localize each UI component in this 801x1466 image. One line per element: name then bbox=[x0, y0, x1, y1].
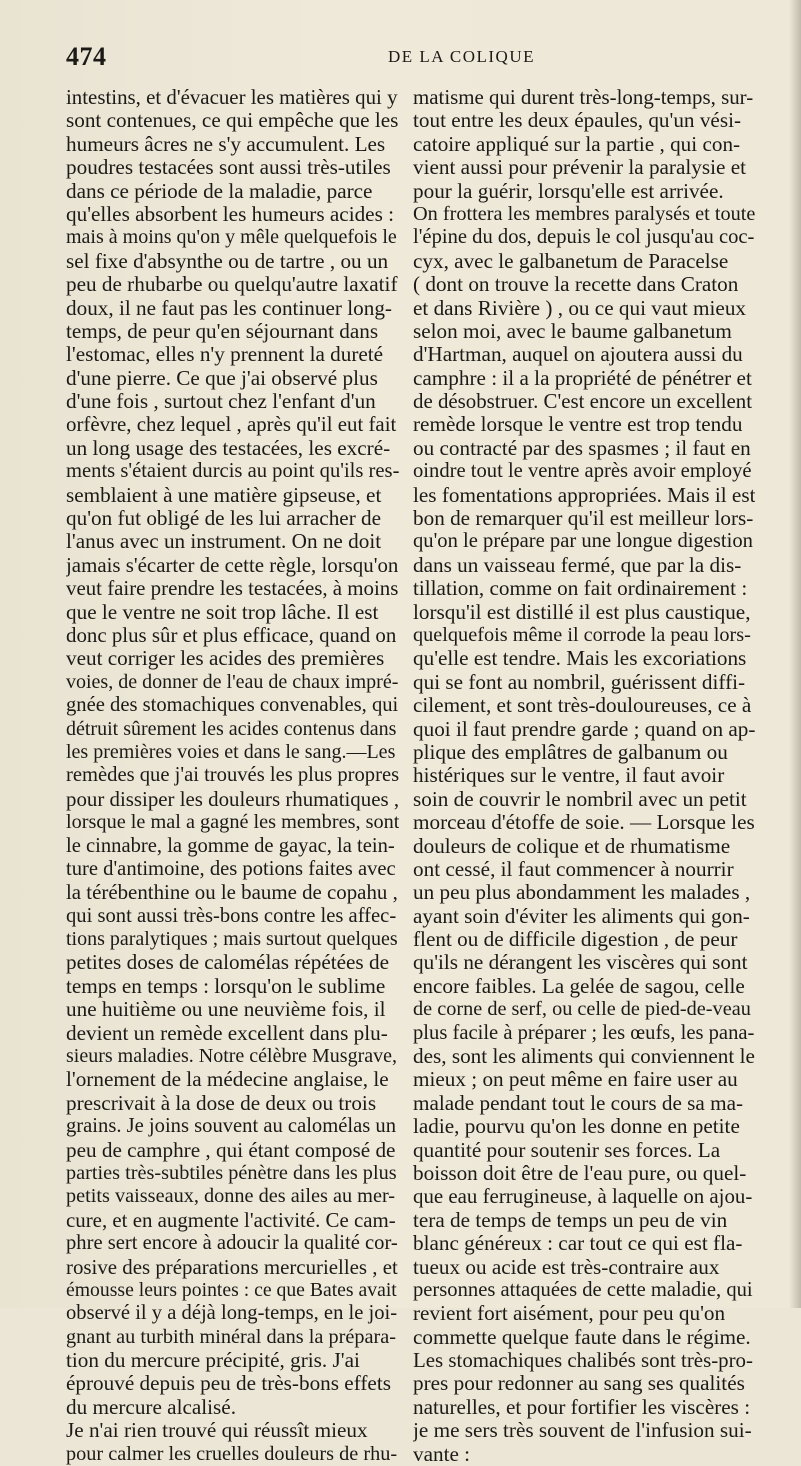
text-line: qu'on le prépare par une longue digestion bbox=[413, 530, 753, 553]
text-line: veut faire prendre les testacées, à moins bbox=[66, 577, 399, 601]
text-line: détruit sûrement les acides contenus dans bbox=[66, 717, 397, 740]
text-line: remèdes que j'ai trouvés les plus propres bbox=[66, 764, 399, 787]
text-line: que eau ferrugineuse, à laquelle on ajou- bbox=[413, 1185, 753, 1209]
text-line: de corne de serf, ou celle de pied-de-veau bbox=[413, 998, 751, 1021]
text-line: flent ou de difficile digestion , de peur bbox=[413, 928, 738, 952]
text-line: ou contracté par des spasmes ; il faut en bbox=[413, 436, 751, 460]
left-column bbox=[66, 86, 399, 1466]
text-line: cilement, et sont très-douloureuses, ce à bbox=[413, 694, 752, 718]
text-line: ont cessé, il faut commencer à nourrir bbox=[413, 857, 734, 881]
text-line: sont contenues, ce qui empêche que les bbox=[66, 109, 399, 133]
text-line: lorsque le mal a gagné les membres, sont bbox=[66, 811, 399, 834]
text-line: petites doses de calomélas répétées de bbox=[66, 951, 389, 975]
page-edge-shadow bbox=[789, 0, 801, 1308]
text-line: cure, et en augmente l'activité. Ce cam- bbox=[66, 1208, 396, 1232]
text-line: soin de couvrir le nombril avec un petit bbox=[413, 787, 747, 811]
text-line: pour la guérir, lorsqu'elle est arrivée. bbox=[413, 179, 724, 203]
text-line: sel fixe d'absynthe ou de tartre , ou un bbox=[66, 249, 389, 273]
text-line: qu'on fut obligé de les lui arracher de bbox=[66, 507, 382, 531]
text-line: histériques sur le ventre, il faut avoir bbox=[413, 764, 725, 788]
text-line: peu de rhubarbe ou quelqu'autre laxatif bbox=[66, 273, 398, 297]
text-line: ture d'antimoine, des potions faites avec bbox=[66, 857, 396, 880]
text-line: temps, de peur qu'en séjournant dans bbox=[66, 319, 379, 343]
text-line: ments s'étaient durcis au point qu'ils res- bbox=[66, 460, 399, 483]
text-line: rosive des préparations mercurielles , et bbox=[66, 1255, 398, 1279]
text-line: dans ce période de la maladie, parce bbox=[66, 179, 373, 203]
text-line: d'Hartman, auquel on ajoutera aussi du bbox=[413, 343, 743, 367]
text-line: tout entre les deux épaules, qu'un vési- bbox=[413, 109, 742, 133]
text-line: douleurs de colique et de rhumatisme bbox=[413, 834, 731, 858]
text-line: Les stomachiques chalibés sont très-pro- bbox=[413, 1349, 753, 1373]
text-line: vante : bbox=[413, 1442, 471, 1466]
text-line: catoire appliqué sur la partie , qui con- bbox=[413, 132, 741, 156]
text-line: boisson doit être de l'eau pure, ou quel- bbox=[413, 1161, 747, 1185]
text-line: qu'elle est tendre. Mais les excoriations bbox=[413, 647, 747, 671]
text-line: orfèvre, chez lequel , après qu'il eut fait bbox=[66, 413, 397, 437]
text-line: gnant au turbith minéral dans la prépara- bbox=[66, 1325, 397, 1348]
text-line: doux, il ne faut pas les continuer long- bbox=[66, 296, 392, 320]
text-line: donc plus sûr et plus efficace, quand on bbox=[66, 623, 397, 647]
text-line: la térébenthine ou le baume de copahu , bbox=[66, 881, 398, 905]
text-line: mais à moins qu'on y mêle quelquefois le bbox=[66, 226, 397, 249]
text-line: l'estomac, elles n'y prennent la dureté bbox=[66, 343, 384, 367]
text-line: tions paralytiques ; mais surtout quelques bbox=[66, 928, 398, 951]
text-line: grains. Je joins souvent au calomélas un bbox=[66, 1115, 397, 1138]
text-line: camphre : il a la propriété de pénétrer et bbox=[413, 366, 752, 390]
text-line: qui sont aussi très-bons contre les affec- bbox=[66, 904, 397, 927]
text-line: lorsqu'il est distillé il est plus caustique, bbox=[413, 600, 751, 624]
text-line: l'ornement de la médecine anglaise, le bbox=[66, 1068, 389, 1092]
text-line: morceau d'étoffe de soie. — Lorsque les bbox=[413, 811, 755, 835]
text-line: de désobstruer. C'est encore un excellent bbox=[413, 390, 753, 414]
text-line: qu'elles absorbent les humeurs acides : bbox=[66, 202, 395, 226]
text-line: petits vaisseaux, donne des ailes au mer- bbox=[66, 1185, 396, 1208]
text-line: oindre tout le ventre après avoir employé bbox=[413, 460, 752, 483]
text-line: et dans Rivière ) , ou ce qui vaut mieux bbox=[413, 296, 747, 320]
text-line: bon de remarquer qu'il est meilleur lors- bbox=[413, 507, 754, 531]
text-line: un peu plus abondamment les malades , bbox=[413, 881, 751, 905]
text-line: quoi il faut prendre garde ; quand on ap- bbox=[413, 717, 755, 741]
text-line: gnée des stomachiques convenables, qui bbox=[66, 694, 399, 717]
text-line: prescrivait à la dose de deux ou trois bbox=[66, 1091, 377, 1115]
text-line: voies, de donner de l'eau de chaux impré- bbox=[66, 670, 399, 693]
text-line: tueux ou acide est très-contraire aux bbox=[413, 1255, 720, 1279]
text-line: matisme qui durent très-long-temps, sur- bbox=[413, 86, 754, 109]
text-line: vient aussi pour prévenir la paralysie et bbox=[413, 156, 746, 180]
text-line: malade pendant tout le cours de sa ma- bbox=[413, 1091, 744, 1115]
text-line: intestins, et d'évacuer les matières qui y bbox=[66, 86, 398, 109]
text-line: plique des emplâtres de galbanum ou bbox=[413, 740, 728, 764]
text-line: revient fort aisément, pour peu qu'on bbox=[413, 1302, 726, 1326]
page-number: 474 bbox=[66, 42, 107, 71]
text-line: remède lorsque le ventre est trop tendu bbox=[413, 413, 743, 437]
text-line: tillation, comme on fait ordinairement : bbox=[413, 577, 748, 601]
text-line: qu'ils ne dérangent les viscères qui sont bbox=[413, 951, 748, 975]
text-line: poudres testacées sont aussi très-utiles bbox=[66, 156, 391, 180]
running-head: DE LA COLIQUE bbox=[388, 47, 535, 66]
text-line: ladie, pourvu qu'on les donne en petite bbox=[413, 1115, 740, 1139]
text-line: phre sert encore à adoucir la qualité cor- bbox=[66, 1232, 398, 1255]
text-line: du mercure alcalisé. bbox=[66, 1395, 236, 1419]
text-line: une huitième ou une neuvième fois, il bbox=[66, 998, 386, 1022]
text-line: un long usage des testacées, les excré- bbox=[66, 436, 391, 460]
text-line: commette quelque faute dans le régime. bbox=[413, 1325, 751, 1349]
text-line: quelquefois même il corrode la peau lors- bbox=[413, 623, 751, 646]
text-line: le cinnabre, la gomme de gayac, la tein- bbox=[66, 834, 395, 857]
text-line: tion du mercure précipité, gris. J'ai bbox=[66, 1349, 360, 1373]
text-line: semblaient à une matière gipseuse, et bbox=[66, 483, 382, 507]
text-line: l'anus avec un instrument. On ne doit bbox=[66, 530, 382, 554]
text-line: pour calmer les cruelles douleurs de rhu- bbox=[66, 1442, 398, 1465]
right-column bbox=[413, 86, 755, 1466]
text-line: je me sers très souvent de l'infusion sui- bbox=[413, 1419, 752, 1443]
text-line: Je n'ai rien trouvé qui réussît mieux bbox=[66, 1419, 368, 1443]
text-line: les fomentations appropriées. Mais il est bbox=[413, 483, 755, 507]
text-line: éprouvé depuis peu de très-bons effets bbox=[66, 1372, 391, 1396]
text-line: devient un remède excellent dans plu- bbox=[66, 1021, 388, 1045]
text-line: dans un vaisseau fermé, que par la dis- bbox=[413, 553, 742, 577]
text-line: selon moi, avec le baume galbanetum bbox=[413, 319, 732, 343]
page-header bbox=[66, 42, 766, 70]
text-line: tera de temps de temps un peu de vin bbox=[413, 1208, 728, 1232]
text-line: émousse leurs pointes : ce que Bates avait bbox=[66, 1278, 397, 1301]
text-line: quantité pour soutenir ses forces. La bbox=[413, 1138, 721, 1162]
text-line: encore faibles. La gelée de sagou, celle bbox=[413, 974, 745, 998]
text-line: humeurs âcres ne s'y accumulent. Les bbox=[66, 132, 386, 156]
text-line: l'épine du dos, depuis le col jusqu'au coc- bbox=[413, 226, 755, 249]
text-line: veut corriger les acides des premières bbox=[66, 647, 385, 671]
text-line: sieurs maladies. Notre célèbre Musgrave, bbox=[66, 1045, 397, 1068]
text-line: que le ventre ne soit trop lâche. Il est bbox=[66, 600, 379, 624]
text-line: jamais s'écarter de cette règle, lorsqu'on bbox=[66, 553, 399, 577]
text-line: les premières voies et dans le sang.—Les bbox=[66, 740, 396, 763]
text-line: blanc généreux : car tout ce qui est fla- bbox=[413, 1232, 743, 1256]
text-line: personnes attaquées de cette maladie, qui bbox=[413, 1278, 753, 1301]
text-line: qui se font au nombril, guérissent diffi- bbox=[413, 670, 746, 694]
text-line: observé il y a déjà long-temps, en le joi- bbox=[66, 1302, 398, 1325]
text-line: On frottera les membres paralysés et toute bbox=[413, 202, 755, 225]
text-line: peu de camphre , qui étant composé de bbox=[66, 1138, 396, 1162]
text-line: temps en temps : lorsqu'on le sublime bbox=[66, 974, 386, 998]
text-line: des, sont les aliments qui conviennent le bbox=[413, 1045, 755, 1069]
text-line: ayant soin d'éviter les aliments qui gon- bbox=[413, 904, 750, 928]
text-line: naturelles, et pour fortifier les viscères : bbox=[413, 1395, 751, 1419]
text-line: d'une pierre. Ce que j'ai observé plus bbox=[66, 366, 378, 390]
text-line: pres pour redonner au sang ses qualités bbox=[413, 1372, 745, 1396]
text-line: cyx, avec le galbanetum de Paracelse bbox=[413, 249, 729, 273]
text-line: plus facile à préparer ; les œufs, les pana- bbox=[413, 1021, 755, 1044]
text-line: pour dissiper les douleurs rhumatiques , bbox=[66, 787, 399, 811]
text-line: d'une fois , surtout chez l'enfant d'un bbox=[66, 390, 376, 414]
text-line: ( dont on trouve la recette dans Craton bbox=[413, 273, 739, 297]
text-line: mieux ; on peut même en faire user au bbox=[413, 1068, 738, 1092]
text-line: parties très-subtiles pénètre dans les plus bbox=[66, 1161, 397, 1184]
